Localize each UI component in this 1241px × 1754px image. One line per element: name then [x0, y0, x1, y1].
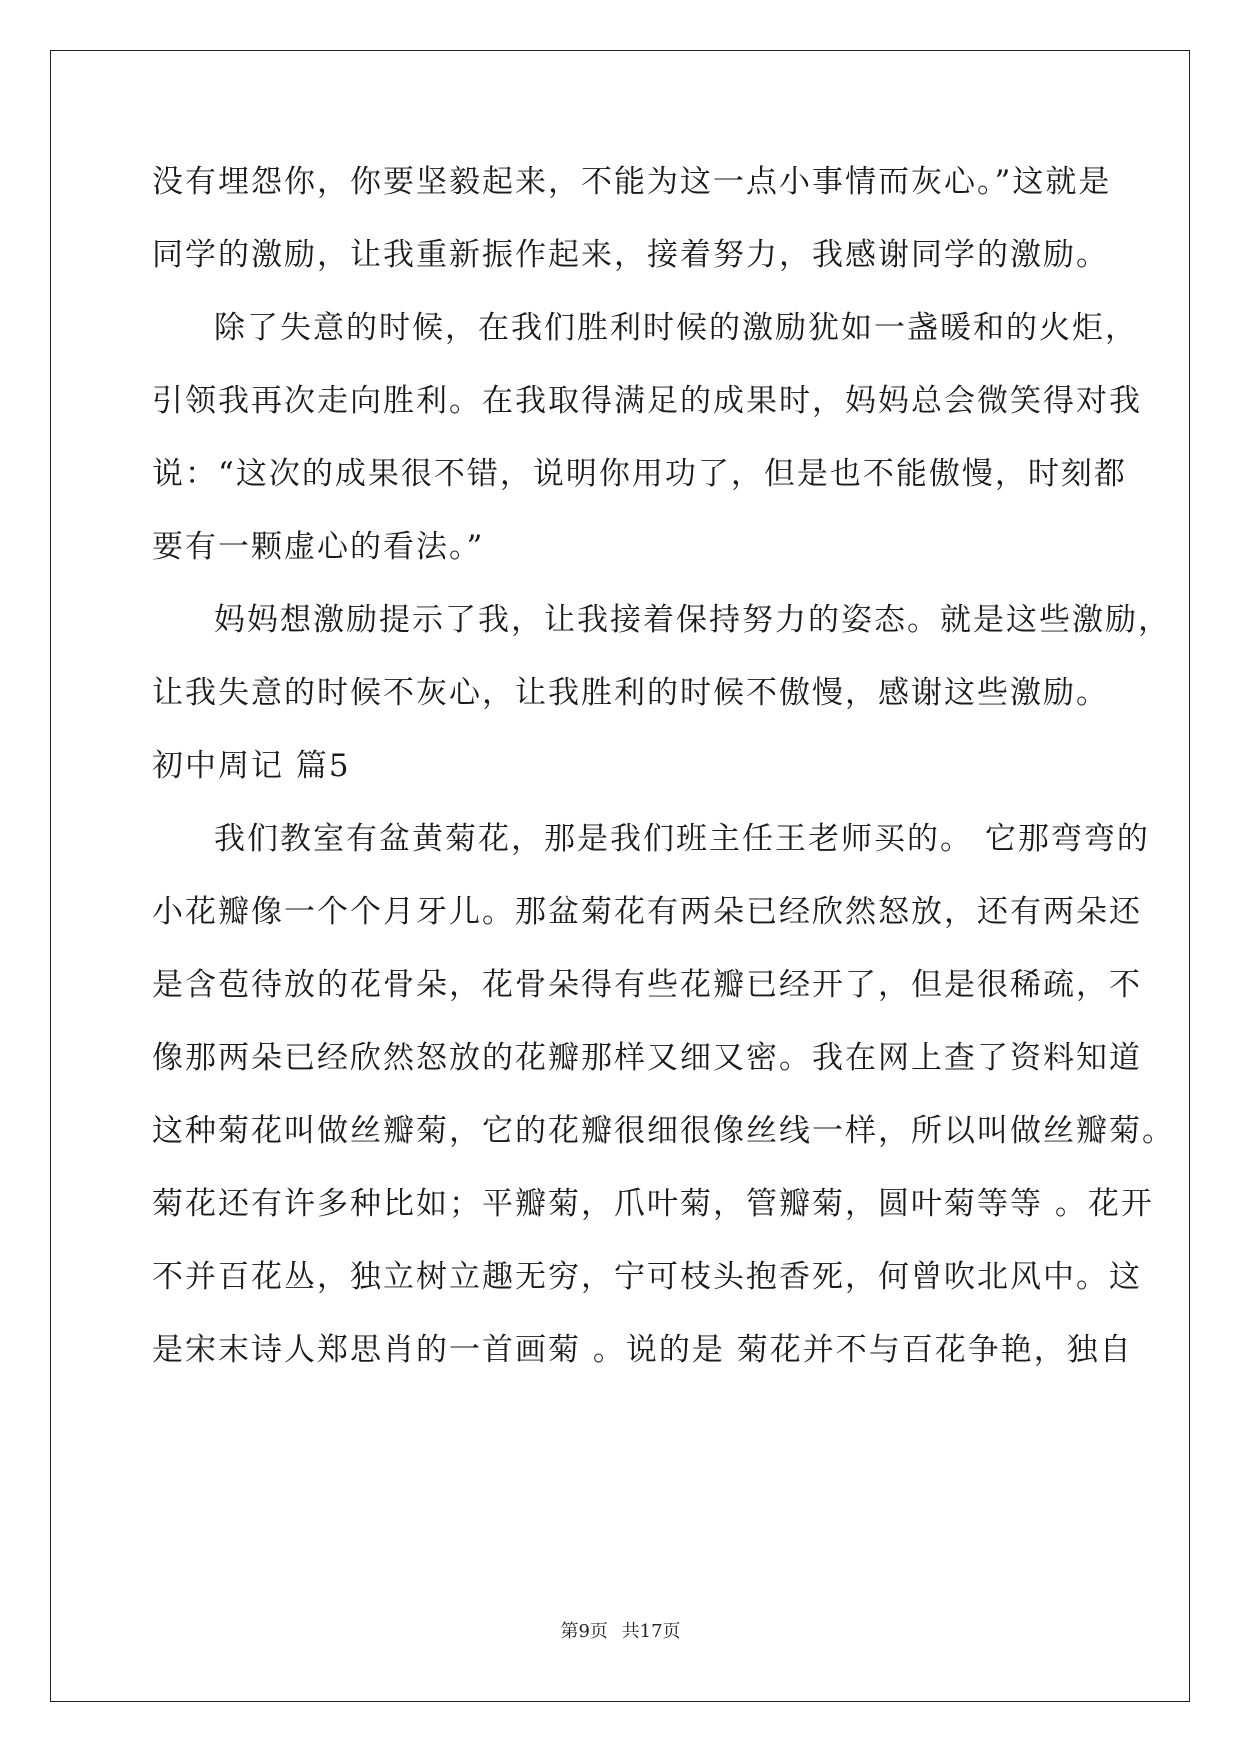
- paragraph-start-line: 妈妈想激励提示了我，让我接着保持努力的姿态。就是这些激励，: [214, 602, 1171, 638]
- paragraph-start-line: 除了失意的时候，在我们胜利时候的激励犹如一盏暖和的火炬，: [214, 310, 1138, 346]
- text-line: 让我失意的时候不灰心，让我胜利的时候不傲慢，感谢这些激励。: [152, 675, 1109, 711]
- page-border: [50, 50, 1190, 1702]
- text-line: 这种菊花叫做丝瓣菊，它的花瓣很细很像丝线一样，所以叫做丝瓣菊。: [152, 1113, 1175, 1149]
- text-line: 小花瓣像一个个月牙儿。那盆菊花有两朵已经欣然怒放，还有两朵还: [152, 894, 1142, 930]
- text-line: 是宋末诗人郑思肖的一首画菊 。说的是 菊花并不与百花争艳，独自: [152, 1332, 1133, 1368]
- text-line: 引领我再次走向胜利。在我取得满足的成果时，妈妈总会微笑得对我: [152, 383, 1142, 419]
- text-line: 要有一颗虚心的看法。”: [152, 529, 485, 565]
- paragraph-start-line: 我们教室有盆黄菊花，那是我们班主任王老师买的。 它那弯弯的: [214, 821, 1150, 857]
- text-line: 说：“这次的成果很不错，说明你用功了，但是也不能傲慢，时刻都: [152, 456, 1127, 492]
- text-line: 像那两朵已经欣然怒放的花瓣那样又细又密。我在网上查了资料知道: [152, 1040, 1142, 1076]
- section-heading: 初中周记 篇5: [152, 748, 351, 784]
- text-line: 菊花还有许多种比如；平瓣菊，爪叶菊，管瓣菊，圆叶菊等等 。花开: [152, 1186, 1154, 1222]
- text-line: 没有埋怨你，你要坚毅起来，不能为这一点小事情而灰心。”这就是: [152, 164, 1112, 200]
- current-page-number: 第9页: [560, 1621, 608, 1642]
- text-line: 不并百花丛，独立树立趣无穷，宁可枝头抱香死，何曾吹北风中。这: [152, 1259, 1142, 1295]
- text-line: 同学的激励，让我重新振作起来，接着努力，我感谢同学的激励。: [152, 237, 1109, 273]
- text-line: 是含苞待放的花骨朵，花骨朵得有些花瓣已经开了，但是很稀疏，不: [152, 967, 1142, 1003]
- total-page-count: 共17页: [621, 1621, 681, 1642]
- page-footer: [0, 1617, 1241, 1643]
